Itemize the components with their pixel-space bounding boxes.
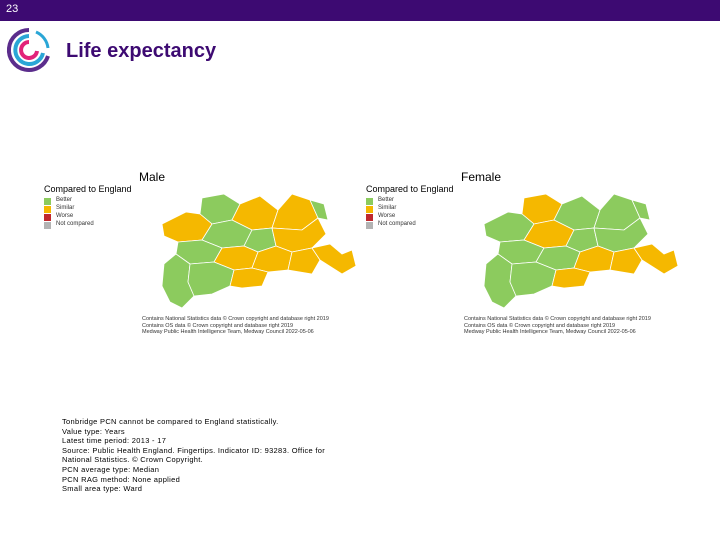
legend-title: Compared to England [366, 184, 454, 194]
map-title-male: Male [139, 170, 166, 184]
note-line: Tonbridge PCN cannot be compared to England statistically. [62, 417, 279, 426]
ward-polygon [230, 268, 268, 288]
legend-swatch-not-compared [44, 222, 51, 229]
legend-label: Worse [378, 213, 396, 219]
map-credits-male [142, 316, 329, 336]
legend-title: Compared to England [44, 184, 132, 194]
legend-swatch-worse [44, 214, 51, 221]
legend-label: Not compared [56, 221, 94, 227]
male-ward-map [142, 190, 377, 315]
legend-label: Better [56, 197, 73, 203]
credit-line: Contains OS data © Crown copyright and database right 2019 [142, 322, 294, 329]
note-line: Value type: Years [62, 426, 125, 436]
credit-line: Contains OS data © Crown copyright and database right 2019 [464, 322, 616, 329]
credit-line: Medway Public Health Intelligence Team, Medway Council 2022-05-06 [464, 329, 636, 335]
note-line: Latest time period: 2013 - 17 [62, 436, 167, 446]
note-line: PCN RAG method: None applied [62, 474, 181, 484]
credit-line: Contains National Statistics data © Crown copyright and database right 2019 [464, 316, 651, 322]
page-title: Life expectancy [66, 40, 217, 62]
map-credits-female [464, 316, 651, 336]
male-map-panel [42, 168, 372, 343]
legend-swatch-better [44, 198, 51, 205]
legend-label: Similar [378, 205, 397, 211]
map-title-female: Female [461, 170, 502, 184]
ward-polygon [552, 268, 590, 288]
female-map-panel [364, 168, 694, 343]
header-bar [0, 0, 720, 21]
slide-number: 23 [6, 3, 19, 15]
credit-line: Contains National Statistics data © Crown copyright and database right 2019 [142, 316, 329, 322]
ward-polygon [188, 262, 234, 296]
credit-line: Medway Public Health Intelligence Team, Medway Council 2022-05-06 [142, 329, 314, 335]
legend-swatch-worse [366, 214, 373, 221]
legend-swatch-similar [44, 206, 51, 213]
legend-label: Worse [56, 213, 74, 219]
female-ward-map [464, 190, 699, 315]
note-line: PCN average type: Median [62, 464, 160, 474]
legend-label: Similar [56, 205, 75, 211]
legend-label: Better [378, 197, 395, 203]
ward-polygon [510, 262, 556, 296]
notes-block [62, 417, 325, 494]
legend-swatch-better [366, 198, 373, 205]
legend-label: Not compared [378, 221, 416, 227]
legend-swatch-similar [366, 206, 373, 213]
organisation-logo-icon [6, 26, 52, 76]
note-line: National Statistics. © Crown Copyright. [62, 455, 204, 465]
note-line: Small area type: Ward [62, 484, 143, 494]
note-line: Source: Public Health England. Fingertips. Indicator ID: 93283. Office for [62, 445, 326, 455]
legend-swatch-not-compared [366, 222, 373, 229]
